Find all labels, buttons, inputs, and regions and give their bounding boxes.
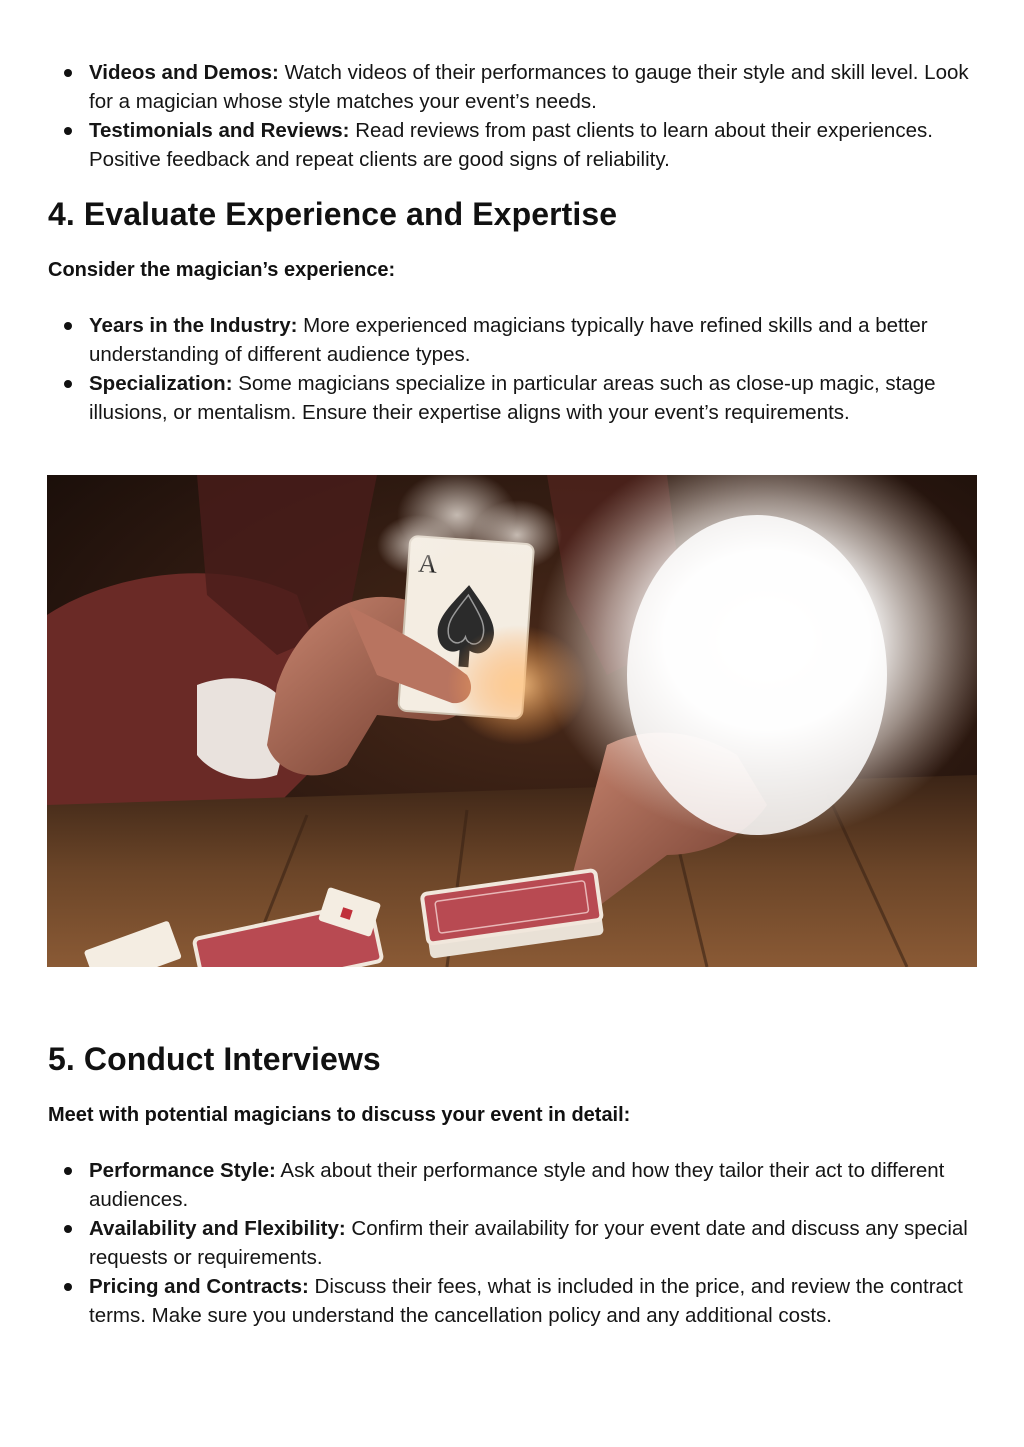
item-text: More experienced magicians typically have refined skills and a better understanding of different audience types. (89, 314, 928, 366)
bullet-icon (64, 1283, 72, 1291)
item-term: Years in the Industry: (89, 314, 298, 337)
bullet-icon (64, 1225, 72, 1233)
item-term: Availability and Flexibility: (89, 1217, 346, 1240)
list-item (48, 1156, 978, 1214)
section4-heading: 4. Evaluate Experience and Expertise (48, 196, 618, 232)
list-item (48, 58, 978, 116)
magician-card-trick-image (47, 475, 977, 967)
bullet-icon (64, 322, 72, 330)
item-term: Specialization: (89, 372, 233, 395)
list-item (48, 1214, 978, 1272)
section5-heading: 5. Conduct Interviews (48, 1041, 381, 1077)
list-item (48, 1272, 978, 1330)
item-term: Videos and Demos: (89, 61, 279, 84)
item-term: Performance Style: (89, 1159, 276, 1182)
section5-lead: Meet with potential magicians to discuss your event in detail: (48, 1104, 631, 1126)
item-text: Watch videos of their performances to gauge their style and skill level. Look for a magician whose style matches your event’s needs. (89, 61, 969, 113)
section4-bullet-list (48, 311, 978, 427)
list-item (48, 311, 978, 369)
section5-bullet-list (48, 1156, 978, 1330)
list-item (48, 369, 978, 427)
item-term: Pricing and Contracts: (89, 1275, 309, 1298)
item-text: Read reviews from past clients to learn about their experiences. Positive feedback and repeat clients are good signs of reliability. (89, 119, 933, 171)
item-text: Confirm their availability for your event date and discuss any special requests or requirements. (89, 1217, 968, 1269)
bullet-icon (64, 380, 72, 388)
item-text: Ask about their performance style and how they tailor their act to different audiences. (89, 1159, 945, 1211)
item-term: Testimonials and Reviews: (89, 119, 350, 142)
section3-bullet-list (48, 58, 978, 174)
bullet-icon (64, 1167, 72, 1175)
bullet-icon (64, 69, 72, 77)
list-item (48, 116, 978, 174)
section4-lead: Consider the magician’s experience: (48, 259, 396, 281)
item-text: Discuss their fees, what is included in the price, and review the contract terms. Make sure you understand the cancellation policy and any additional costs. (89, 1275, 963, 1327)
bullet-icon (64, 127, 72, 135)
item-text: Some magicians specialize in particular areas such as close-up magic, stage illusions, or mentalism. Ensure their expertise aligns with your event’s requirements. (89, 372, 936, 424)
